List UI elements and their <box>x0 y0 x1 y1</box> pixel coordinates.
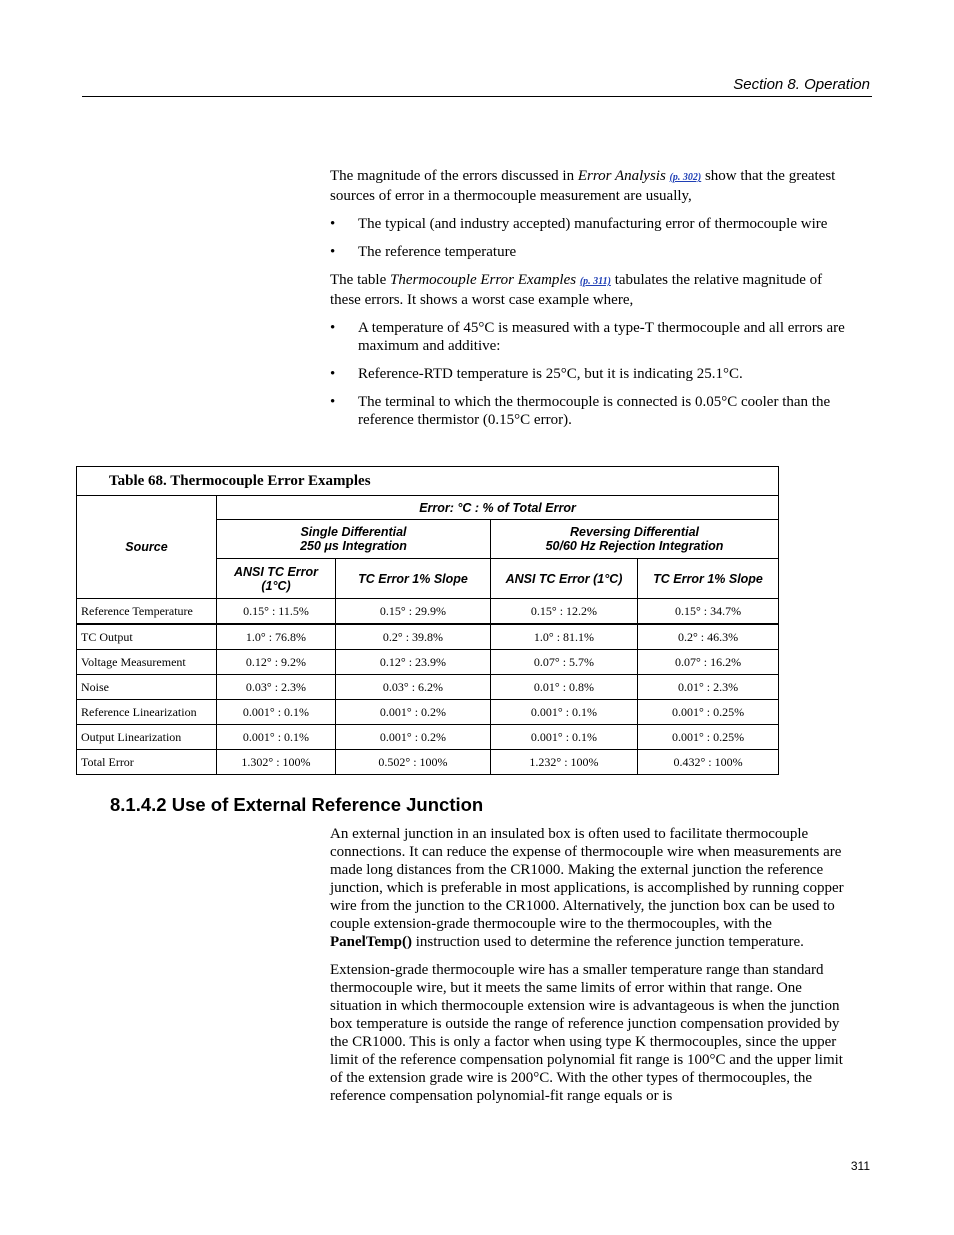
list-item <box>330 215 846 233</box>
cell: 0.001° : 0.25% <box>638 700 779 725</box>
row-source: Noise <box>77 675 217 700</box>
table-row <box>77 675 779 700</box>
page-ref-302[interactable]: (p. 302) <box>669 172 702 183</box>
bullet-icon: • <box>330 244 336 260</box>
table-row <box>77 650 779 675</box>
cell: 0.001° : 0.1% <box>491 700 638 725</box>
cell: 0.2° : 39.8% <box>336 624 491 650</box>
cell: 0.01° : 2.3% <box>638 675 779 700</box>
table-row <box>77 725 779 750</box>
group-header-reversing <box>491 520 779 559</box>
intro-paragraph-2 <box>330 271 846 309</box>
intro-p2-start: The table <box>330 272 390 288</box>
row-source: Reference Linearization <box>77 700 217 725</box>
cell: 0.15° : 34.7% <box>638 599 779 625</box>
intro-paragraph-1 <box>330 167 846 205</box>
error-header: Error: °C : % of Total Error <box>217 496 779 520</box>
group1-line2: 250 μs Integration <box>300 539 407 553</box>
cell: 0.001° : 0.25% <box>638 725 779 750</box>
bullet-icon: • <box>330 216 336 232</box>
cell: 0.001° : 0.2% <box>336 700 491 725</box>
intro-p2-end: tabulates the relative magnitude of these errors. It shows a worst case example where, <box>330 272 823 308</box>
bullet-list-2 <box>330 319 846 429</box>
list-item-text: The terminal to which the thermocouple is connected is 0.05°C cooler than the reference thermistor (0.15°C error). <box>358 394 831 428</box>
section-label: Section 8. Operation <box>733 76 870 93</box>
row-source: Voltage Measurement <box>77 650 217 675</box>
cell: 0.03° : 2.3% <box>217 675 336 700</box>
table-row <box>77 700 779 725</box>
page-ref-311[interactable]: (p. 311) <box>579 276 611 287</box>
bullet-icon: • <box>330 394 336 410</box>
table-row <box>77 599 779 625</box>
cell: 0.15° : 11.5% <box>217 599 336 625</box>
cell: 0.12° : 23.9% <box>336 650 491 675</box>
row-source: TC Output <box>77 624 217 650</box>
section-paragraph-2: Extension-grade thermocouple wire has a smaller temperature range than standard thermocouple wire, but it meets the same limits of error within that range. One situation in which thermocouple extension wire is advantageous is when the junction box temperature is outside the range of reference junction compensation provided by the CR1000. This is only a factor when using type K thermocouples, since the upper limit of the reference compensation polynomial fit range is 100°C and the upper limit of the extension grade wire is 200°C. With the other types of thermocouples, the reference compensation polynomial-fit range equals or is <box>330 962 843 1104</box>
source-header: Source <box>77 496 217 599</box>
error-table <box>76 466 778 775</box>
list-item <box>330 365 846 383</box>
row-source: Output Linearization <box>77 725 217 750</box>
list-item-text: Reference-RTD temperature is 25°C, but it is indicating 25.1°C. <box>358 366 743 382</box>
cell: 0.432° : 100% <box>638 750 779 775</box>
group1-line1: Single Differential <box>300 525 407 539</box>
table-row <box>77 624 779 650</box>
section-heading: 8.1.4.2 Use of External Reference Junction <box>110 794 484 815</box>
cell: 0.001° : 0.2% <box>336 725 491 750</box>
col-header-slope-2: TC Error 1% Slope <box>638 559 779 599</box>
intro-p1-end: show that the greatest sources of error in a thermocouple measurement are usually, <box>330 168 836 204</box>
list-item <box>330 243 846 261</box>
tc-error-examples-link[interactable]: Thermocouple Error Examples <box>389 272 577 288</box>
cell: 1.0° : 76.8% <box>217 624 336 650</box>
paneltemp-instruction: PanelTemp() <box>330 934 412 950</box>
group-header-single <box>217 520 491 559</box>
cell: 0.07° : 5.7% <box>491 650 638 675</box>
cell: 0.001° : 0.1% <box>217 700 336 725</box>
col-header-ansi-1: ANSI TC Error (1°C) <box>217 559 336 599</box>
col-header-slope-1: TC Error 1% Slope <box>336 559 491 599</box>
intro-p1-start: The magnitude of the errors discussed in <box>330 168 578 184</box>
section-p1-end: instruction used to determine the reference junction temperature. <box>411 934 804 950</box>
cell: 0.07° : 16.2% <box>638 650 779 675</box>
bullet-icon: • <box>330 320 336 336</box>
list-item <box>330 393 846 429</box>
cell: 1.302° : 100% <box>217 750 336 775</box>
page-header <box>82 76 872 97</box>
bullet-icon: • <box>330 366 336 382</box>
cell: 0.001° : 0.1% <box>217 725 336 750</box>
row-source: Reference Temperature <box>77 599 217 625</box>
section-text <box>330 825 846 1115</box>
list-item-text: The typical (and industry accepted) manufacturing error of thermocouple wire <box>358 216 828 232</box>
cell: 0.12° : 9.2% <box>217 650 336 675</box>
cell: 0.03° : 6.2% <box>336 675 491 700</box>
col-header-ansi-2: ANSI TC Error (1°C) <box>491 559 638 599</box>
section-paragraph-1 <box>330 825 846 951</box>
table-row <box>77 750 779 775</box>
cell: 1.0° : 81.1% <box>491 624 638 650</box>
cell: 0.001° : 0.1% <box>491 725 638 750</box>
section-p1-start: An external junction in an insulated box is often used to facilitate thermocouple connections. It can reduce the expense of thermocouple wire when measurements are made long distances from the CR1000. Making the external junction the reference junction, which is preferable in most applications, is accomplished by running copper wire from the junction to the CR1000. Alternatively, the junction box can be used to couple extension-grade thermocouple wire to the thermocouples, with the <box>330 826 844 932</box>
cell: 0.2° : 46.3% <box>638 624 779 650</box>
list-item <box>330 319 846 355</box>
group2-line1: Reversing Differential <box>570 525 699 539</box>
table-title: Table 68. Thermocouple Error Examples <box>77 467 779 496</box>
list-item-text: The reference temperature <box>358 244 517 260</box>
cell: 0.15° : 12.2% <box>491 599 638 625</box>
page-number: 311 <box>850 1159 870 1173</box>
cell: 1.232° : 100% <box>491 750 638 775</box>
cell: 0.15° : 29.9% <box>336 599 491 625</box>
list-item-text: A temperature of 45°C is measured with a type-T thermocouple and all errors are maximum and additive: <box>358 320 845 354</box>
group2-line2: 50/60 Hz Rejection Integration <box>545 539 724 553</box>
row-source: Total Error <box>77 750 217 775</box>
cell: 0.502° : 100% <box>336 750 491 775</box>
cell: 0.01° : 0.8% <box>491 675 638 700</box>
error-analysis-link[interactable]: Error Analysis <box>577 168 666 184</box>
bullet-list-1 <box>330 215 846 261</box>
intro-text <box>330 167 846 439</box>
